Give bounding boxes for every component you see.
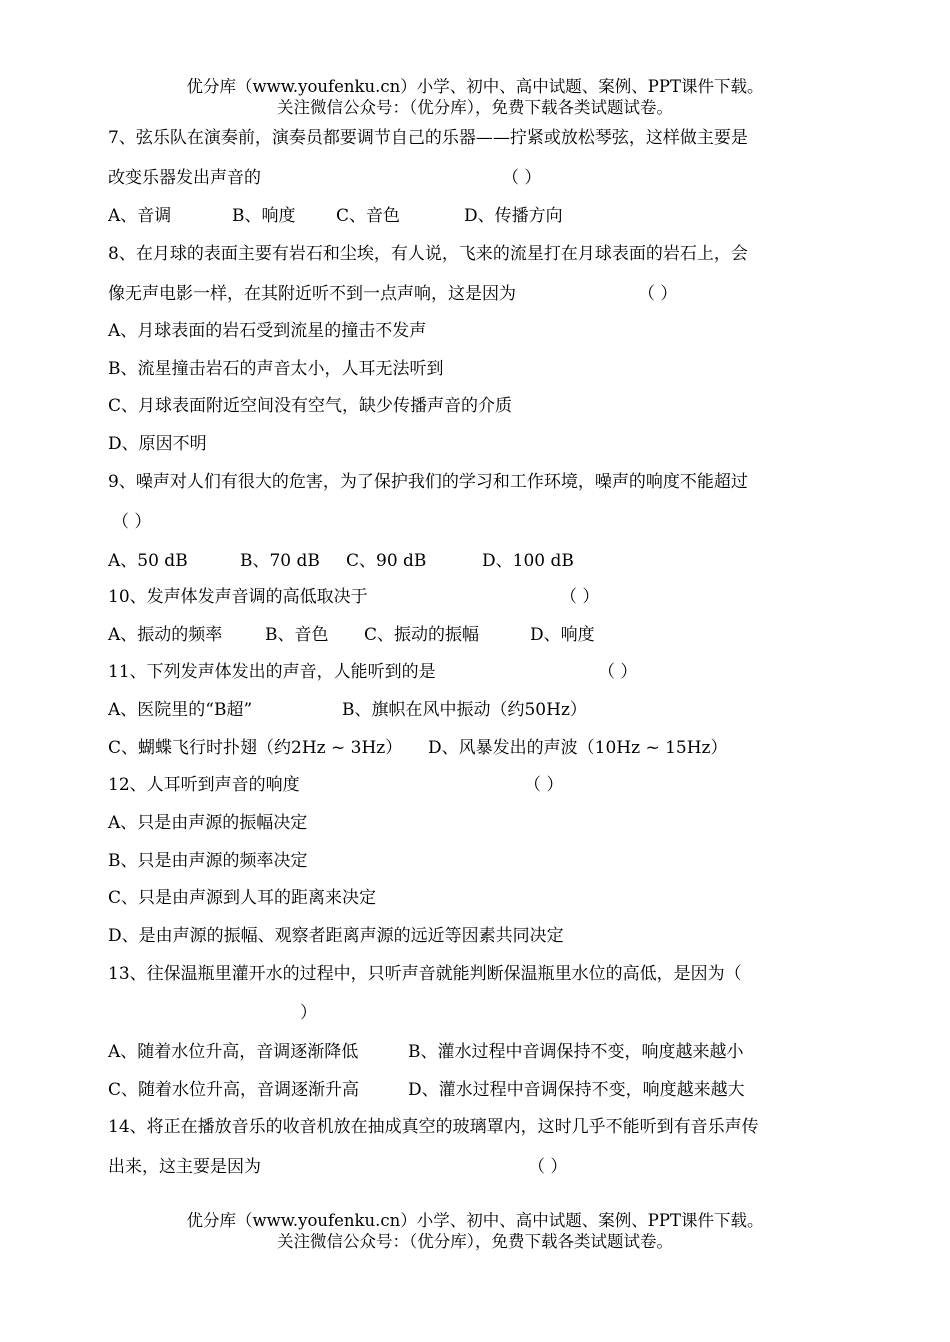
q7-option-c: C、音色 (336, 206, 401, 226)
q13-option-a: A、随着水位升高，音调逐渐降低 (108, 1042, 359, 1062)
q8-option-b: B、流星撞击岩石的声音太小，人耳无法听到 (108, 359, 444, 379)
q11-option-c: C、蝴蝶飞行时扑翅（约2Hz ~ 3Hz） (108, 738, 403, 758)
q11-option-d: D、风暴发出的声波（10Hz ~ 15Hz） (428, 738, 728, 758)
q11-option-a: A、医院里的“B超” (108, 700, 253, 720)
page-footer (0, 1210, 950, 1252)
q12-option-b: B、只是由声源的频率决定 (108, 851, 308, 871)
q14-answer-paren: （ ） (528, 1157, 568, 1177)
q7-option-a: A、音调 (108, 206, 172, 226)
q13-text-line-1: 13、往保温瓶里灌开水的过程中，只听声音就能判断保温瓶里水位的高低，是因为（ (108, 964, 742, 984)
q10-option-c: C、振动的振幅 (364, 625, 480, 645)
page-header (0, 76, 950, 118)
q8-option-d: D、原因不明 (108, 434, 207, 454)
q10-option-b: B、音色 (265, 625, 329, 645)
q14-text-line-2: 出来，这主要是因为 (108, 1157, 261, 1177)
q9-text-line-1: 9、噪声对人们有很大的危害，为了保护我们的学习和工作环境，噪声的响度不能超过 (108, 472, 748, 492)
q8-text-line-2: 像无声电影一样，在其附近听不到一点声响，这是因为 (108, 284, 516, 304)
header-line-2: 关注微信公众号：（优分库），免费下载各类试题试卷。 (277, 98, 673, 117)
q12-text-line-1: 12、人耳听到声音的响度 (108, 775, 300, 795)
q7-text-line-1: 7、弦乐队在演奏前，演奏员都要调节自己的乐器——拧紧或放松琴弦，这样做主要是 (108, 128, 748, 148)
footer-line-2: 关注微信公众号：（优分库），免费下载各类试题试卷。 (277, 1232, 673, 1251)
q12-answer-paren: （ ） (524, 775, 564, 795)
q12-option-c: C、只是由声源到人耳的距离来决定 (108, 888, 377, 908)
q13-answer-paren-close: ） (300, 1003, 317, 1023)
q13-option-d: D、灌水过程中音调保持不变，响度越来越大 (408, 1080, 745, 1100)
q13-option-b: B、灌水过程中音调保持不变，响度越来越小 (408, 1042, 744, 1062)
q10-option-a: A、振动的频率 (108, 625, 223, 645)
header-line-1: 优分库（www.youfenku.cn）小学、初中、高中试题、案例、PPT课件下载。 (186, 77, 764, 96)
q9-answer-paren: （ ） (112, 512, 152, 532)
q9-option-a: A、50 dB (108, 551, 188, 571)
q10-answer-paren: （ ） (560, 587, 600, 607)
q8-text-line-1: 8、在月球的表面主要有岩石和尘埃，有人说，飞来的流星打在月球表面的岩石上，会 (108, 244, 748, 264)
q12-option-d: D、是由声源的振幅、观察者距离声源的远近等因素共同决定 (108, 926, 564, 946)
q12-option-a: A、只是由声源的振幅决定 (108, 813, 308, 833)
q7-answer-paren: （ ） (502, 168, 542, 188)
q9-option-b: B、70 dB (240, 551, 320, 571)
q10-text-line-1: 10、发声体发声音调的高低取决于 (108, 587, 368, 607)
q8-answer-paren: （ ） (638, 284, 678, 304)
q11-option-b: B、旗帜在风中振动（约50Hz） (342, 700, 587, 720)
q9-option-d: D、100 dB (482, 551, 574, 571)
q13-option-c: C、随着水位升高，音调逐渐升高 (108, 1080, 360, 1100)
q8-option-c: C、月球表面附近空间没有空气，缺少传播声音的介质 (108, 396, 513, 416)
q9-option-c: C、90 dB (346, 551, 427, 571)
footer-line-1: 优分库（www.youfenku.cn）小学、初中、高中试题、案例、PPT课件下载。 (186, 1211, 764, 1230)
q10-option-d: D、响度 (530, 625, 595, 645)
q11-text-line-1: 11、下列发声体发出的声音，人能听到的是 (108, 662, 436, 682)
q7-text-line-2: 改变乐器发出声音的 (108, 168, 261, 188)
q7-option-d: D、传播方向 (464, 206, 563, 226)
q14-text-line-1: 14、将正在播放音乐的收音机放在抽成真空的玻璃罩内，这时几乎不能听到有音乐声传 (108, 1117, 759, 1137)
q11-answer-paren: （ ） (598, 662, 638, 682)
q8-option-a: A、月球表面的岩石受到流星的撞击不发声 (108, 321, 427, 341)
q7-option-b: B、响度 (232, 206, 296, 226)
